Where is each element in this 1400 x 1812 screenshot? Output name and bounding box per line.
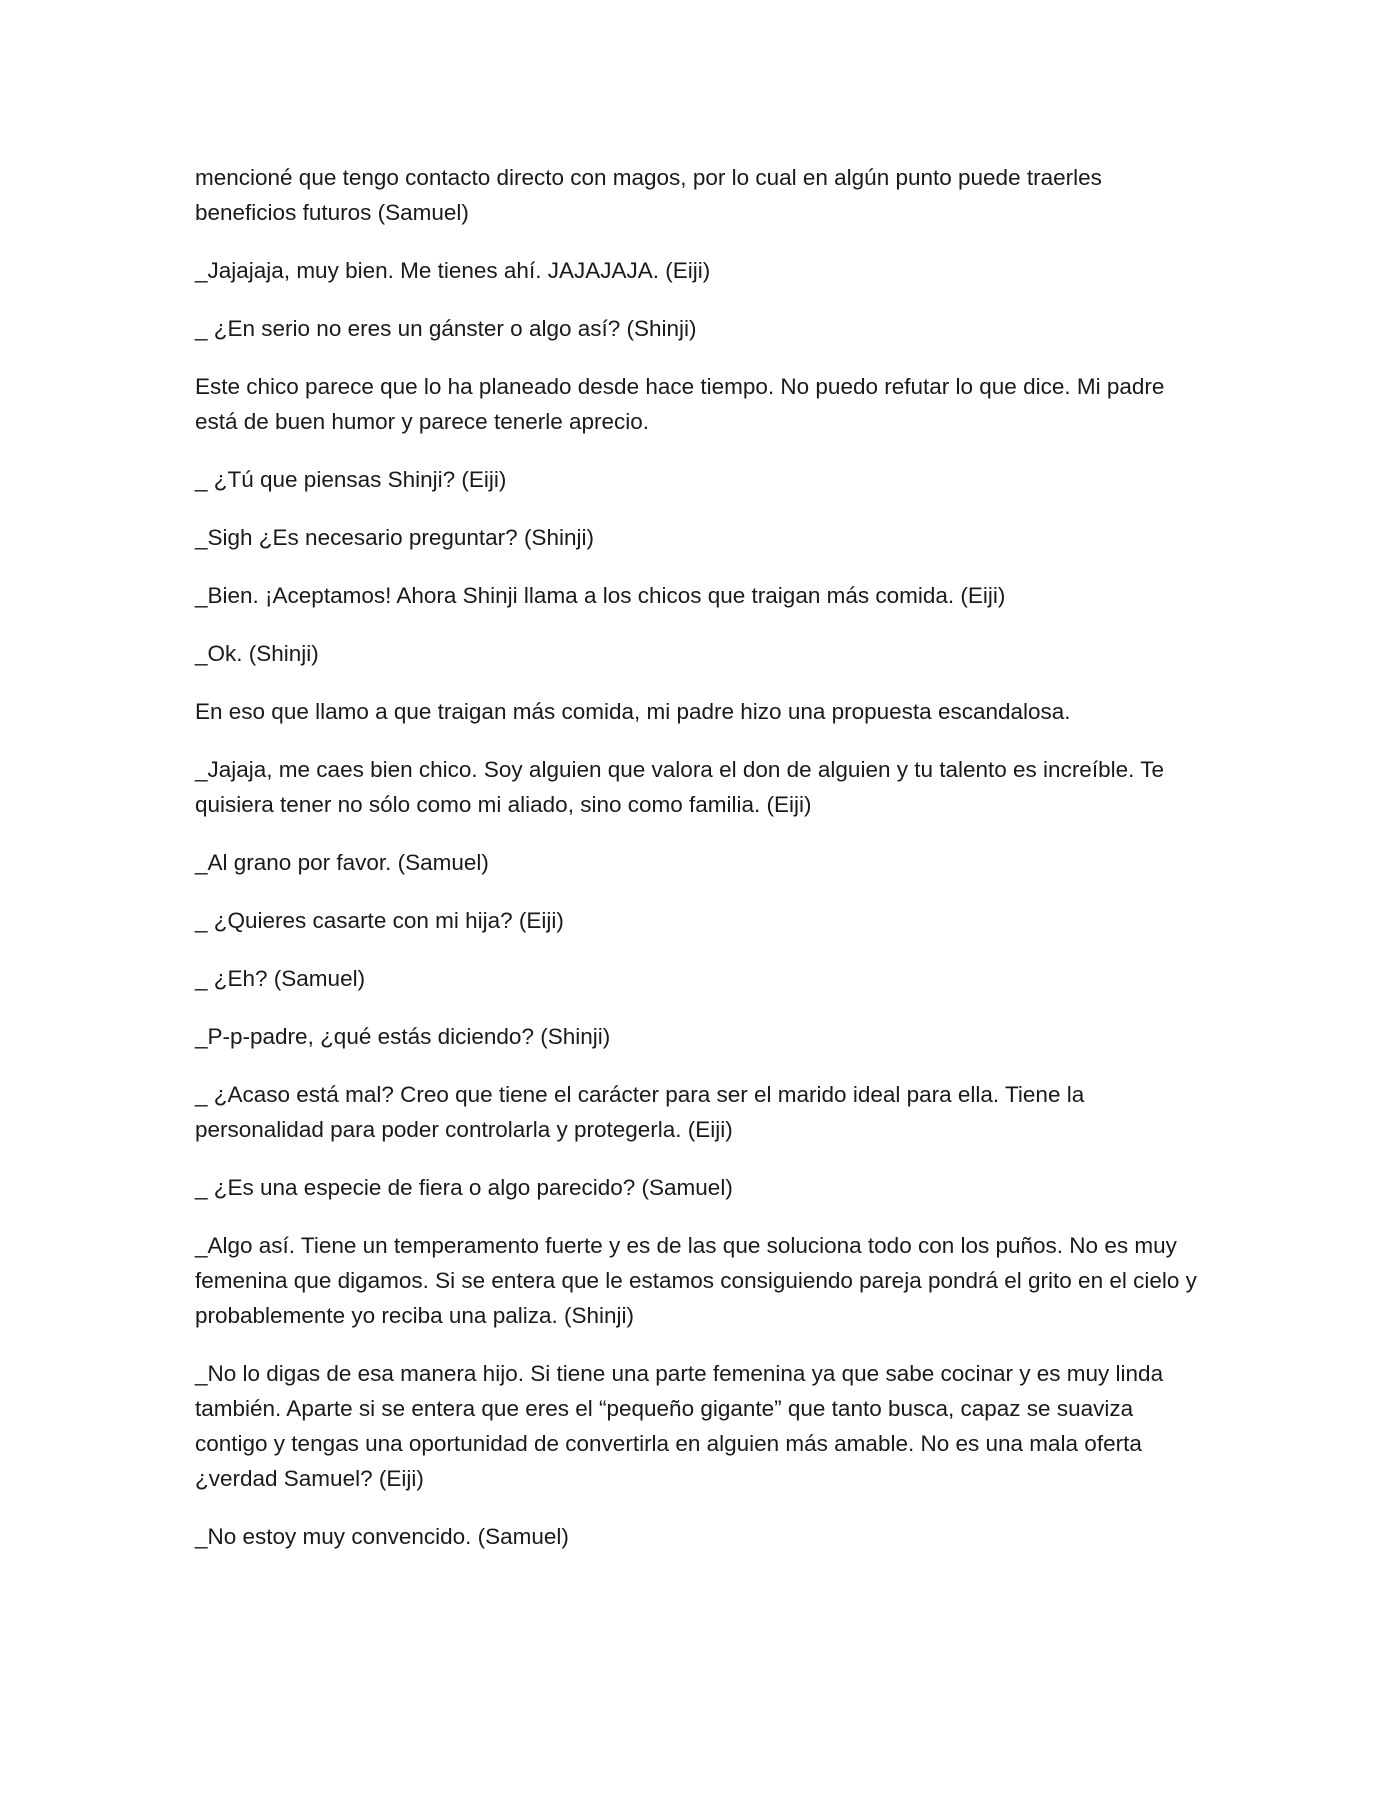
document-body bbox=[195, 160, 1205, 1577]
paragraph: mencioné que tengo contacto directo con magos, por lo cual en algún punto puede traerles beneficios futuros (Samuel) bbox=[195, 165, 1102, 225]
dialogue-line: _ ¿Es una especie de fiera o algo parecido? (Samuel) bbox=[195, 1175, 733, 1200]
dialogue-line: _Algo así. Tiene un temperamento fuerte y es de las que soluciona todo con los puños. No es muy femenina que digamos. Si se entera que le estamos consiguiendo pareja pondrá el grito en el cielo y probablemente yo reciba una paliza. (Shinji) bbox=[195, 1233, 1197, 1328]
dialogue-line: _ ¿Quieres casarte con mi hija? (Eiji) bbox=[195, 908, 564, 933]
dialogue-line: _Al grano por favor. (Samuel) bbox=[195, 850, 489, 875]
dialogue-line: _Jajaja, me caes bien chico. Soy alguien que valora el don de alguien y tu talento es increíble. Te quisiera tener no sólo como mi aliado, sino como familia. (Eiji) bbox=[195, 757, 1164, 817]
dialogue-line: _P-p-padre, ¿qué estás diciendo? (Shinji) bbox=[195, 1024, 611, 1049]
dialogue-line: _Jajajaja, muy bien. Me tienes ahí. JAJAJAJA. (Eiji) bbox=[195, 258, 711, 283]
narration-paragraph: En eso que llamo a que traigan más comida, mi padre hizo una propuesta escandalosa. bbox=[195, 699, 1071, 724]
narration-paragraph: Este chico parece que lo ha planeado desde hace tiempo. No puedo refutar lo que dice. Mi padre está de buen humor y parece tenerle aprecio. bbox=[195, 374, 1165, 434]
dialogue-line: _No estoy muy convencido. (Samuel) bbox=[195, 1524, 569, 1549]
dialogue-line: _Sigh ¿Es necesario preguntar? (Shinji) bbox=[195, 525, 594, 550]
dialogue-line: _ ¿Eh? (Samuel) bbox=[195, 966, 366, 991]
dialogue-line: _ ¿En serio no eres un gánster o algo así? (Shinji) bbox=[195, 316, 697, 341]
dialogue-line: _Ok. (Shinji) bbox=[195, 641, 319, 666]
dialogue-line: _No lo digas de esa manera hijo. Si tiene una parte femenina ya que sabe cocinar y es muy linda también. Aparte si se entera que eres el “pequeño gigante” que tanto busca, capaz se suaviza contigo y tengas una oportunidad de convertirla en alguien más amable. No es una mala oferta ¿verdad Samuel? (Eiji) bbox=[195, 1361, 1164, 1491]
dialogue-line: _ ¿Acaso está mal? Creo que tiene el carácter para ser el marido ideal para ella. Tiene la personalidad para poder controlarla y protegerla. (Eiji) bbox=[195, 1082, 1085, 1142]
dialogue-line: _ ¿Tú que piensas Shinji? (Eiji) bbox=[195, 467, 507, 492]
dialogue-line: _Bien. ¡Aceptamos! Ahora Shinji llama a los chicos que traigan más comida. (Eiji) bbox=[195, 583, 1006, 608]
